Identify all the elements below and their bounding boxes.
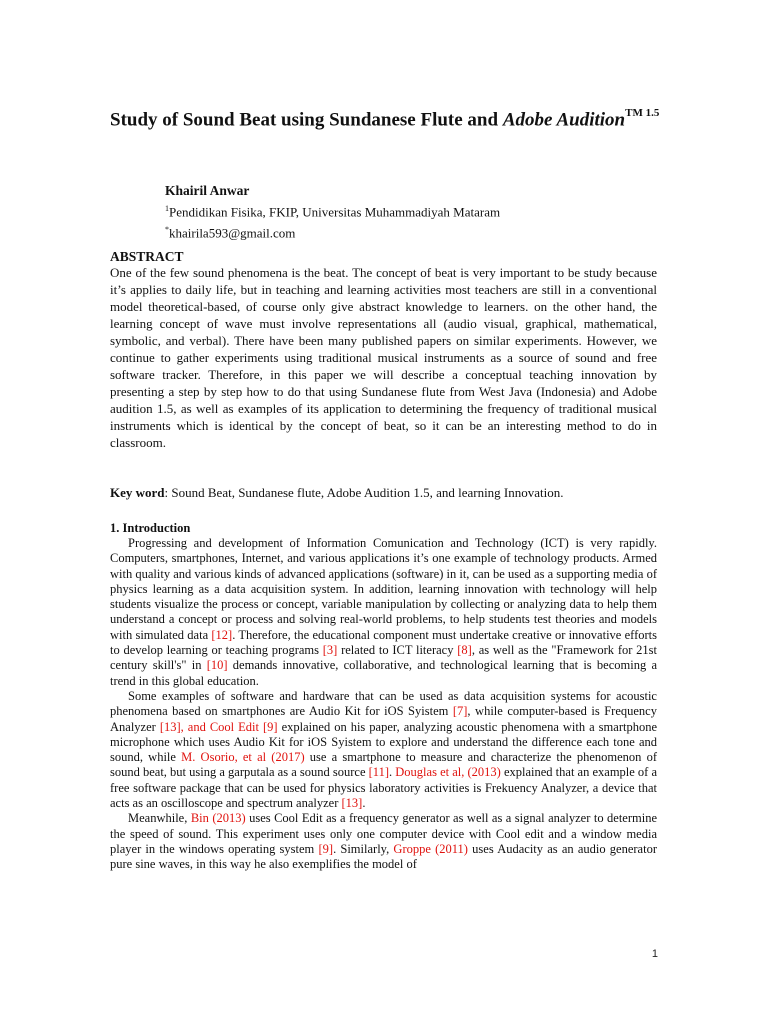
email-marker: * <box>165 225 169 235</box>
citation-link[interactable]: [7] <box>452 704 468 719</box>
citation-link[interactable]: [13] <box>341 796 363 811</box>
citation-link[interactable]: [10] <box>206 658 228 673</box>
paragraph-text: Some examples of software and hardware that can be used as data acquisition systems for acoustic phenomena based on smartphones are Audio Kit for iOS Syistem <box>110 688 657 719</box>
citation-link[interactable]: [9] <box>263 719 278 734</box>
abstract-heading: ABSTRACT <box>110 249 184 264</box>
citation-link[interactable]: [13], and Cool Edit <box>159 719 259 734</box>
paragraph-text: , while computer-based is Frequency Analyzer <box>110 704 657 734</box>
paragraph-text: use a smartphone to measure and characterize the phenomenon of sound beat, but using a garputala as a sound source <box>110 750 657 780</box>
citation-link[interactable]: [9] <box>318 841 334 856</box>
affiliation-marker: 1 <box>165 204 169 213</box>
paragraph-text: Meanwhile, <box>128 811 191 826</box>
author-email <box>165 221 500 242</box>
paragraph-text: . Similarly, <box>333 841 394 856</box>
paragraph-text: . <box>362 796 366 811</box>
email-text: khairila593@gmail.com <box>169 225 296 241</box>
intro-paragraph-3 <box>110 811 657 872</box>
citation-link[interactable]: [12] <box>211 627 233 642</box>
citation-link[interactable]: [8] <box>457 643 472 658</box>
paragraph-text: , as well as the "Framework for 21st century skill's" in <box>110 643 657 673</box>
citation-link[interactable]: M. Osorio, et al (2017) <box>181 750 305 765</box>
citation-link[interactable]: Douglas et al, (2013) <box>395 765 501 780</box>
abstract-text: One of the few sound phenomena is the beat. The concept of beat is very important to be study because it’s applies to daily life, but in teaching and learning activities most teachers are still in a conventional model theoretical-based, of course only give abstract knowledge to learners. on the other hand, the learning concept of wave must involve representations all (audio visual, graphical, mathematical, symbolic, and verbal). There have been many published papers on similar experiments. However, we continue to gather experiments using traditional musical instruments as a source of sound and free software tracker. Therefore, in this paper we will describe a conceptual teaching innovation by presenting a step by step how to do that using Sundanese flute from West Java (Indonesia) and Adobe audition 1.5, as well as examples of its application to determining the frequency of traditional musical instruments which is identical by the concept of beat, so it can be an interesting method to do in classroom. <box>110 265 657 450</box>
citation-link[interactable]: Groppe (2011) <box>393 841 468 856</box>
paragraph-text: Progressing and development of Information Comunication and Technology (ICT) is very rapidly. Computers, smartphones, Internet, and various applications it’s one example of technology products. Armed with quality and various kinds of advanced applications (software) in it, can be used as a supporting media of physics learning as a data acquisition system. In addition, learning innovation with technology will help students visualize the process or concept, variable manipulation by collecting or analyzing data to help them understand a concept or process and solving real-world problems, to help students test theories and models with simulated data <box>110 536 657 642</box>
paragraph-text: uses Audacity as an audio generator pure sine waves, in this way he also exemplifies the model of <box>110 841 657 872</box>
citation-link[interactable]: Bin (2013) <box>190 811 246 826</box>
paper-title <box>110 103 670 132</box>
page-number: 1 <box>651 948 658 960</box>
intro-paragraph-2 <box>110 689 657 811</box>
keywords <box>110 484 657 501</box>
section-heading-introduction: 1. Introduction <box>110 521 191 535</box>
paragraph-text: . <box>389 765 396 780</box>
paragraph-text: explained on his paper, analyzing acoustic phenomena with a smartphone microphone which uses Audio Kit for iOS Syistem to explore and understand the difference each tone and sound, while <box>110 719 658 765</box>
author-name: Khairil Anwar <box>165 183 250 198</box>
title-superscript: TM 1.5 <box>625 107 660 119</box>
paragraph-text: demands innovative, collaborative, and technological learning that is becoming a trend in this global education. <box>110 658 657 688</box>
citation-link[interactable]: [11] <box>368 765 390 780</box>
paragraph-text: . Therefore, the educational component must undertake creative or innovative efforts to develop learning or teaching programs <box>110 627 657 658</box>
keywords-label: Key word <box>110 485 165 500</box>
author-block <box>165 182 500 243</box>
author-affiliation <box>165 200 500 221</box>
affiliation-text: Pendidikan Fisika, FKIP, Universitas Muhammadiyah Mataram <box>169 204 501 220</box>
keywords-text: : Sound Beat, Sundanese flute, Adobe Audition 1.5, and learning Innovation. <box>164 485 564 500</box>
citation-link[interactable]: [3] <box>322 643 338 658</box>
title-italic: Adobe Audition <box>502 109 626 131</box>
paragraph-text: explained that an example of a free software package that can be used for physics laboratory activities is Frekuency Analyzer, a device that acts as an oscilloscope and spectrum analyzer <box>110 765 658 811</box>
paragraph-text: uses Cool Edit as a frequency generator as well as a signal analyzer to determine the speed of sound. This experiment uses only one computer device with Cool edit and a window media player in the windows operating system <box>110 811 657 856</box>
paragraph-text: related to ICT literacy <box>337 643 458 658</box>
intro-paragraph-1 <box>110 536 657 689</box>
title-main: Study of Sound Beat using Sundanese Flute and <box>110 109 499 131</box>
introduction-body <box>110 536 657 873</box>
